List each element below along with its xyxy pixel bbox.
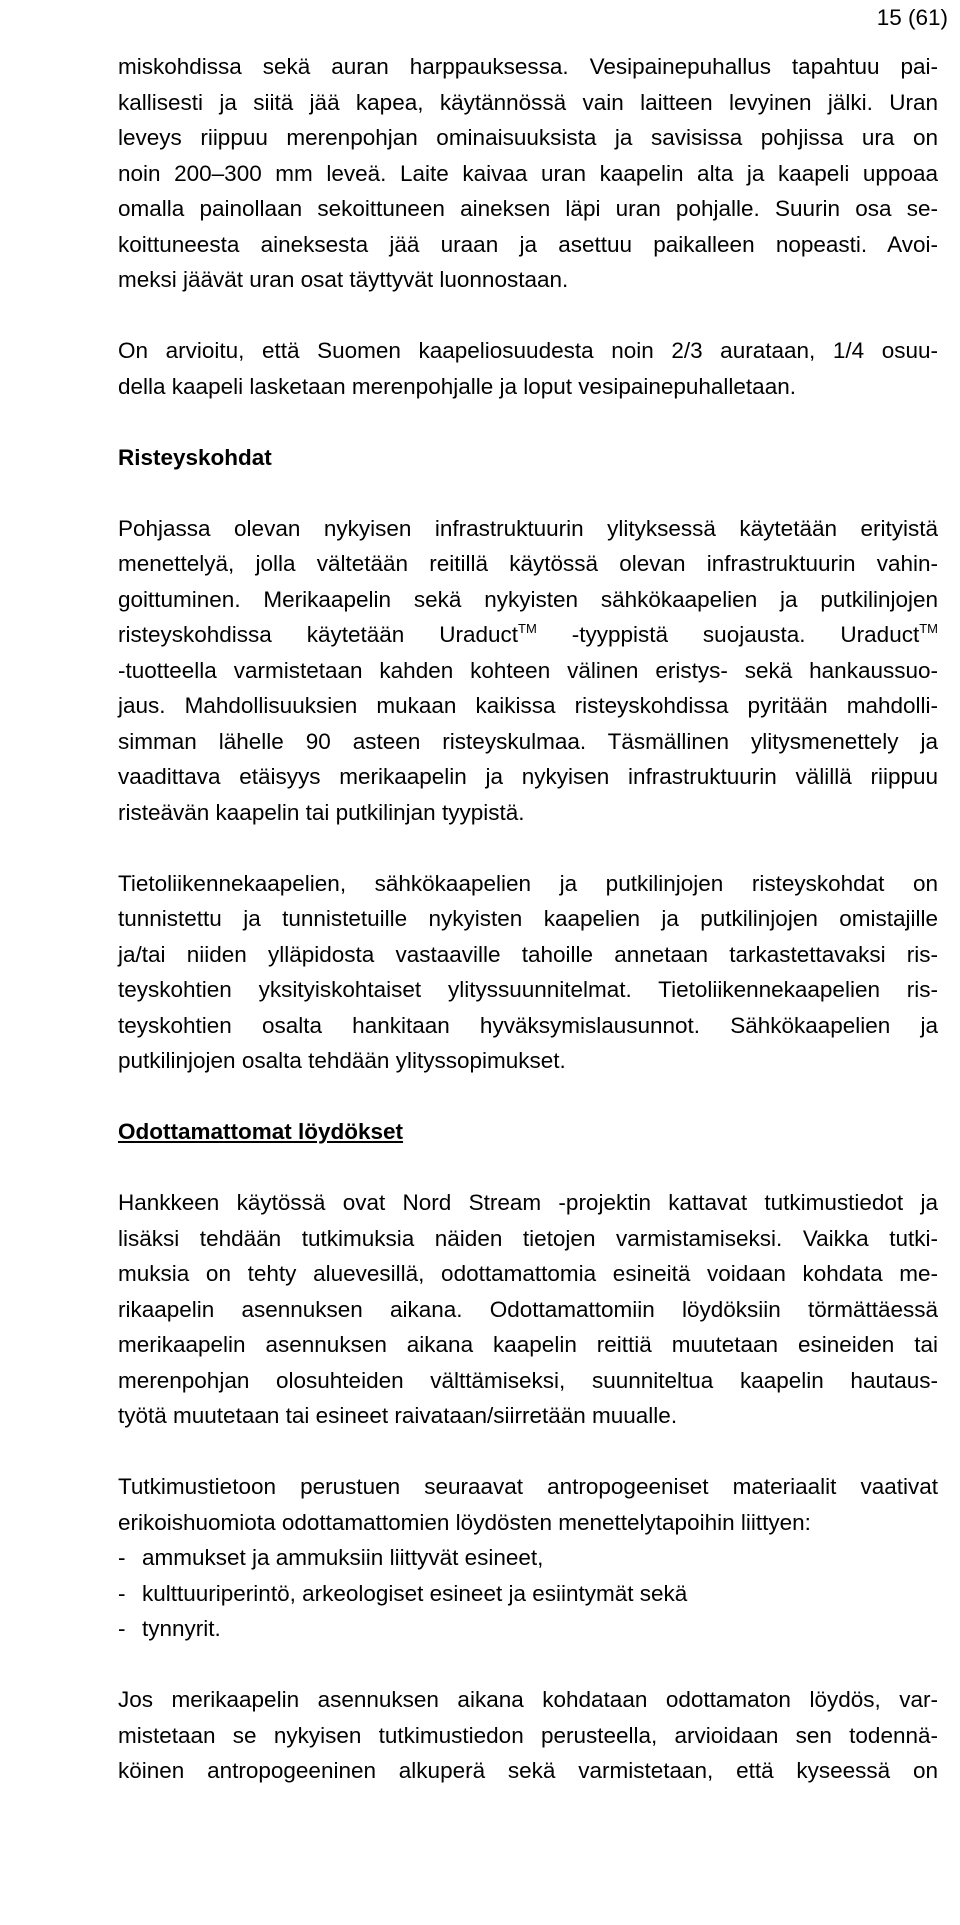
paragraph-materials — [118, 1469, 938, 1647]
paragraph-cable-share — [118, 333, 938, 404]
text-line: simman lähelle 90 asteen risteyskulmaa. Täsmällinen ylitysmenettely ja — [118, 728, 938, 754]
list-marker: - — [118, 1616, 126, 1641]
text-line: rikaapelin asennuksen aikana. Odottamattomiin löydöksiin törmättäessä — [118, 1296, 938, 1322]
list-marker: - — [118, 1545, 126, 1570]
text-line: lisäksi tehdään tutkimuksia näiden tietojen varmistamiseksi. Vaikka tutki- — [118, 1225, 938, 1251]
text-line: tunnistettu ja tunnistetuille nykyisten kaapelien ja putkilinjojen omistajille — [118, 906, 938, 931]
text-line: goittuminen. Merikaapelin sekä nykyisten sähkökaapelien ja putkilinjojen — [118, 586, 938, 612]
text-line: muksia on tehty aluevesillä, odottamattomia esineitä voidaan kohdata me- — [118, 1261, 938, 1286]
paragraph-cable-trench — [118, 49, 938, 298]
text-line: työtä muutetaan tai esineet raivataan/siirretään muualle. — [118, 1403, 678, 1428]
text-line: erikoishuomiota odottamattomien löydösten menettelytapoihin liittyen: — [118, 1509, 811, 1535]
text-line: mistetaan se nykyisen tutkimustiedon perusteella, arvioidaan sen todennä- — [118, 1722, 938, 1748]
text-line: leveys riippuu merenpohjan ominaisuuksista ja savisissa pohjissa ura on — [118, 125, 938, 150]
text-line: merenpohjan olosuhteiden välttämiseksi, suunniteltua kaapelin hautaus- — [118, 1367, 938, 1393]
text-line: Tietoliikennekaapelien, sähkökaapelien ja putkilinjojen risteyskohdat on — [118, 870, 938, 896]
text-line: della kaapeli lasketaan merenpohjalle ja loput vesipainepuhalletaan. — [118, 373, 796, 399]
list-item — [118, 1576, 938, 1612]
text-line: meksi jäävät uran osat täyttyvät luonnostaan. — [118, 267, 569, 292]
text-line: noin 200–300 mm leveä. Laite kaivaa uran kaapelin alta ja kaapeli uppoaa — [118, 160, 938, 186]
list-marker: - — [118, 1580, 126, 1606]
text-line: köinen antropogeeninen alkuperä sekä varmistetaan, että kyseessä on — [118, 1758, 938, 1783]
text-line: ja/tai niiden ylläpidosta vastaaville tahoille annetaan tarkastettavaksi ris- — [118, 941, 938, 967]
text-line: risteävän kaapelin tai putkilinjan tyypistä. — [118, 799, 525, 825]
text-line: putkilinjojen osalta tehdään ylityssopimukset. — [118, 1048, 566, 1073]
text-line: teyskohtien osalta hankitaan hyväksymislausunnot. Sähkökaapelien ja — [118, 1012, 938, 1038]
paragraph-crossing-plans — [118, 866, 938, 1079]
text-line: merikaapelin asennuksen aikana kaapelin reittiä muutetaan esineiden tai — [118, 1332, 938, 1357]
text-line: Hankkeen käytössä ovat Nord Stream -projektin kattavat tutkimustiedot ja — [118, 1190, 938, 1215]
heading-text: Odottamattomat löydökset — [118, 1119, 404, 1144]
text-line: jaus. Mahdollisuuksien mukaan kaikissa risteyskohdissa pyritään mahdolli- — [118, 693, 938, 718]
text-line: -tuotteella varmistetaan kahden kohteen välinen eristys- sekä hankaussuo- — [118, 657, 938, 683]
text-line: vaadittava etäisyys merikaapelin ja nykyisen infrastruktuurin välillä riippuu — [118, 764, 938, 789]
trademark-mark: TM — [518, 621, 537, 636]
section-heading-unexpected-findings — [118, 1114, 938, 1150]
text-segment: risteyskohdissa käytetään Uraduct — [118, 622, 519, 647]
trademark-mark: TM — [919, 621, 938, 636]
text-line: Jos merikaapelin asennuksen aikana kohdataan odottamaton löydös, var- — [118, 1687, 938, 1712]
text-line: koittuneesta aineksesta jää uraan ja asettuu paikalleen nopeasti. Avoi- — [118, 231, 938, 257]
paragraph-unexpected-findings — [118, 1185, 938, 1434]
page-number: 15 (61) — [876, 5, 948, 30]
paragraph-finding-procedure — [118, 1682, 938, 1789]
list-item-text: tynnyrit. — [142, 1616, 221, 1641]
text-line: Pohjassa olevan nykyisen infrastruktuurin ylityksessä käytetään erityistä — [118, 515, 938, 541]
document-body — [118, 49, 938, 1789]
text-line: On arvioitu, että Suomen kaapeliosuudesta noin 2/3 aurataan, 1/4 osuu- — [118, 338, 938, 363]
list-item-text: ammukset ja ammuksiin liittyvät esineet, — [142, 1545, 544, 1570]
section-heading-crossings: Risteyskohdat — [118, 444, 272, 470]
text-line: miskohdissa sekä auran harppauksessa. Vesipainepuhallus tapahtuu pai- — [118, 54, 938, 79]
list-item-text: kulttuuriperintö, arkeologiset esineet ja esiintymät sekä — [142, 1580, 688, 1606]
text-line — [118, 617, 938, 653]
list-item — [118, 1611, 938, 1647]
text-line: Tutkimustietoon perustuen seuraavat antropogeeniset materiaalit vaativat — [118, 1474, 938, 1499]
text-line: omalla painollaan sekoittuneen aineksen läpi uran pohjalle. Suurin osa se- — [118, 196, 938, 221]
text-line: kallisesti ja siitä jää kapea, käytännössä vain laitteen levyinen jälki. Uran — [118, 89, 938, 115]
text-segment: -tyyppistä suojausta. Uraduct — [536, 622, 920, 647]
paragraph-crossings — [118, 511, 938, 831]
list-item — [118, 1540, 938, 1576]
text-line: teyskohtien yksityiskohtaiset ylityssuunnitelmat. Tietoliikennekaapelien ris- — [118, 977, 938, 1002]
text-line: menettelyä, jolla vältetään reitillä käytössä olevan infrastruktuurin vahin- — [118, 551, 938, 576]
